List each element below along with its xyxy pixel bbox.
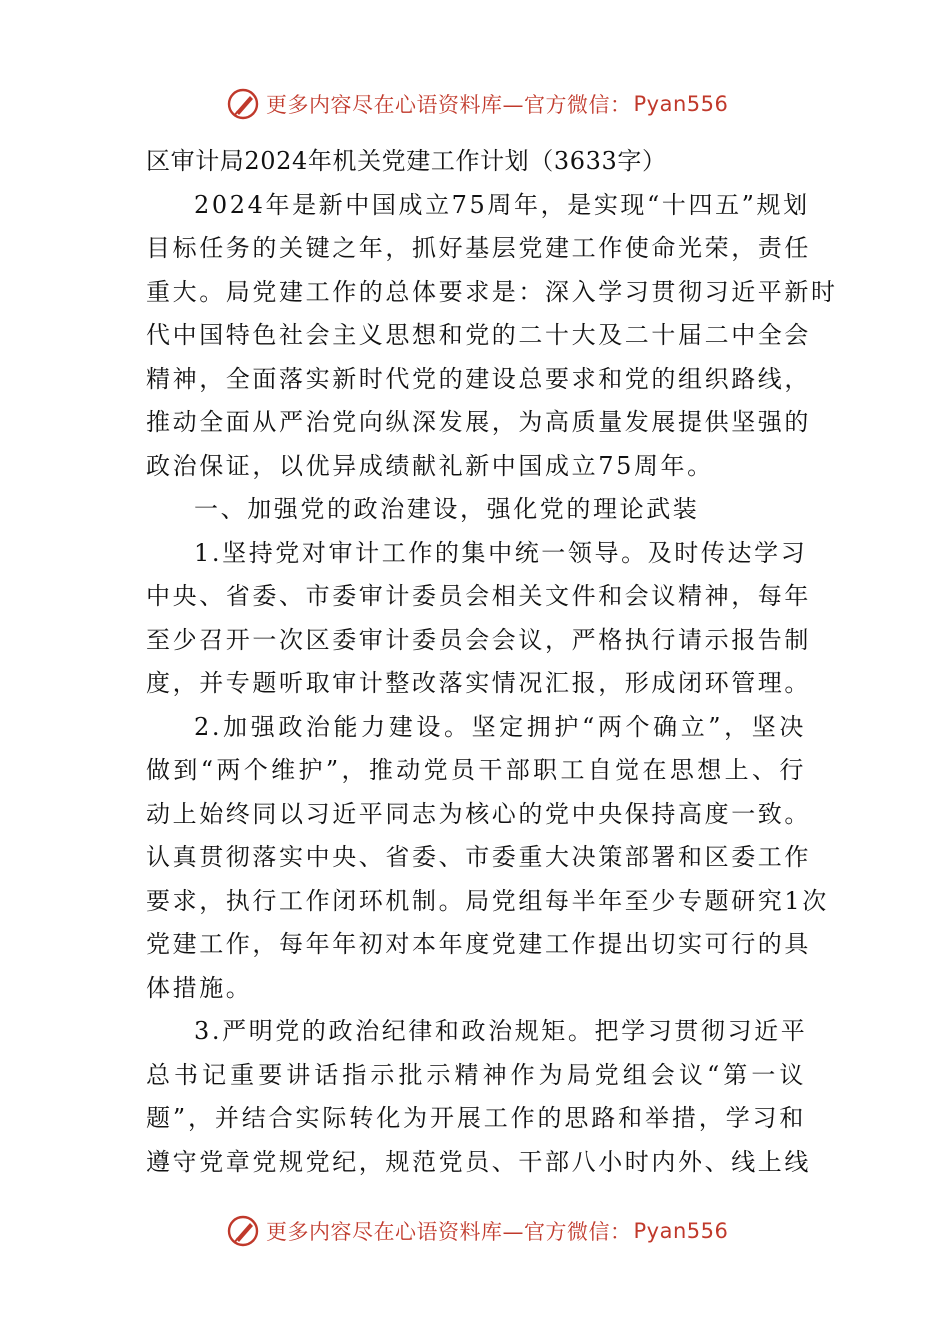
- watermark-text: 更多内容尽在心语资料库—官方微信：: [266, 1220, 632, 1244]
- section-heading: 一、加强党的政治建设，强化党的理论武装: [194, 495, 700, 523]
- text-line: 动上始终同以习近平同志为核心的党中央保持高度一致。: [146, 799, 811, 828]
- text-line: 体措施。: [146, 973, 253, 1002]
- watermark-handle: Pyan556: [633, 92, 729, 116]
- watermark-text: 更多内容尽在心语资料库—官方微信：: [266, 93, 632, 117]
- watermark-header: [226, 84, 746, 124]
- text-line: 精神，全面落实新时代党的建设总要求和党的组织路线，: [146, 364, 811, 393]
- text-line: 2.加强政治能力建设。坚定拥护“两个确立”，坚决: [194, 712, 806, 741]
- text-line: 至少召开一次区委审计委员会会议，严格执行请示报告制: [146, 625, 811, 654]
- watermark-handle: Pyan556: [633, 1219, 729, 1243]
- text-line: 总书记重要讲话指示批示精神作为局党组会议“第一议: [146, 1060, 806, 1089]
- quill-logo-icon: [226, 87, 260, 121]
- text-line: 遵守党章党规党纪，规范党员、干部八小时内外、线上线: [146, 1147, 811, 1176]
- quill-logo-icon: [226, 1214, 260, 1248]
- text-line: 代中国特色社会主义思想和党的二十大及二十届二中全会: [146, 321, 811, 349]
- text-line: 度，并专题听取审计整改落实情况汇报，形成闭环管理。: [146, 669, 811, 697]
- text-line: 2024年是新中国成立75周年，是实现“十四五”规划: [194, 190, 810, 219]
- text-line: 推动全面从严治党向纵深发展，为高质量发展提供坚强的: [146, 408, 811, 436]
- text-line: 认真贯彻落实中央、省委、市委重大决策部署和区委工作: [146, 843, 811, 871]
- text-line: 党建工作，每年年初对本年度党建工作提出切实可行的具: [146, 930, 811, 958]
- text-line: 题”，并结合实际转化为开展工作的思路和举措，学习和: [146, 1104, 806, 1132]
- watermark-footer: [226, 1211, 746, 1251]
- text-line: 1.坚持党对审计工作的集中统一领导。及时传达学习: [194, 538, 808, 567]
- text-line: 目标任务的关键之年，抓好基层党建工作使命光荣，责任: [146, 234, 811, 262]
- text-line: 3.严明党的政治纪律和政治规矩。把学习贯彻习近平: [194, 1017, 808, 1045]
- document-body: [146, 140, 838, 1184]
- text-line: 中央、省委、市委审计委员会相关文件和会议精神，每年: [146, 582, 811, 610]
- text-line: 要求，执行工作闭环机制。局党组每半年至少专题研究1次: [146, 886, 829, 915]
- document-title: 区审计局2024年机关党建工作计划（3633字）: [146, 147, 667, 175]
- text-line: 政治保证，以优异成绩献礼新中国成立75周年。: [146, 451, 714, 480]
- text-line: 做到“两个维护”，推动党员干部职工自觉在思想上、行: [146, 756, 806, 784]
- text-line: 重大。局党建工作的总体要求是：深入学习贯彻习近平新时: [146, 277, 838, 306]
